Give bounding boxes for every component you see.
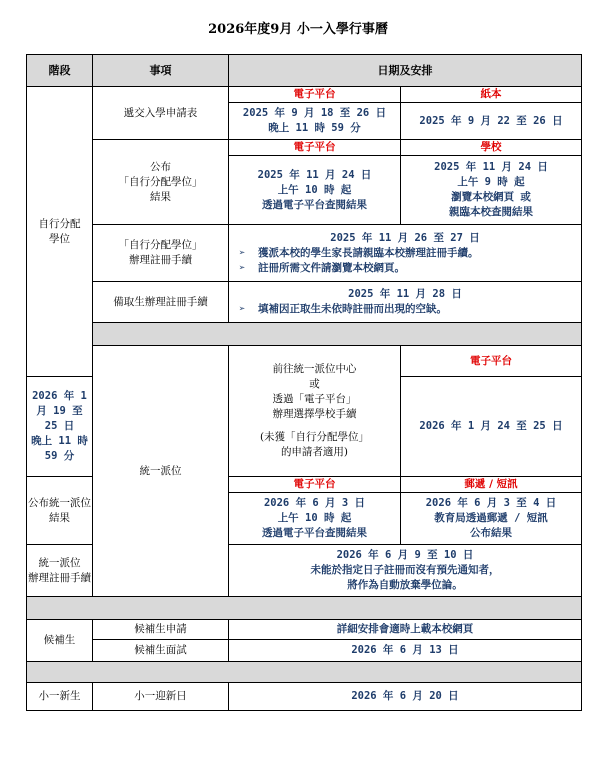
waitlist-interview-date: 2026 年 6 月 13 日 (229, 640, 582, 662)
item-choose-school: 前往統一派位中心 或 透過「電子平台」 辦理選擇學校手續 (未獲「自行分配學位」 的申請者適用) (229, 346, 401, 477)
item-self-allocation-results: 公布 「自行分配學位」 結果 (93, 140, 229, 225)
waitlist-register-details: 2025 年 11 月 28 日 ➢ 填補因正取生未依時註冊而出現的空缺。 (229, 282, 582, 323)
orientation-date: 2026 年 6 月 20 日 (229, 683, 582, 711)
header-stage: 階段 (27, 55, 93, 87)
header-item: 事項 (93, 55, 229, 87)
separator-row (27, 662, 582, 683)
choose-electronic-head: 電子平台 (401, 346, 582, 377)
submit-electronic-head: 電子平台 (229, 87, 401, 103)
separator-row (27, 597, 582, 620)
bullet-item: ➢ 獲派本校的學生家長請親臨本校辦理註冊手續。 (239, 246, 479, 259)
central-results-electronic-head: 電子平台 (229, 477, 401, 493)
header-row (27, 55, 582, 87)
results-electronic-dates: 2025 年 11 月 24 日 上午 10 時 起 透過電子平台查閱結果 (229, 156, 401, 225)
item-waitlist-register: 備取生辦理註冊手續 (93, 282, 229, 323)
item-orientation-day: 小一迎新日 (93, 683, 229, 711)
stage-new-students: 小一新生 (27, 683, 93, 711)
choose-electronic-dates: 2026 年 1 月 19 至 25 日 晚上 11 時 59 分 (27, 377, 93, 477)
item-submit-application: 遞交入學申請表 (93, 87, 229, 140)
stage-self-allocation: 自行分配 學位 (27, 87, 93, 377)
header-dates: 日期及安排 (229, 55, 582, 87)
item-waitlist-application: 候補生申請 (93, 620, 229, 640)
central-results-post-head: 郵遞 / 短訊 (401, 477, 582, 493)
separator-row (27, 323, 582, 346)
item-central-results: 公布統一派位結果 (27, 477, 93, 545)
calendar-table (26, 54, 582, 711)
results-school-dates: 2025 年 11 月 24 日 上午 9 時 起 瀏覽本校網頁 或 親臨本校查閱結果 (401, 156, 582, 225)
register-details: 2025 年 11 月 26 至 27 日 ➢ 獲派本校的學生家長請親臨本校辦理註冊手續。 ➢ 註冊所需文件請瀏覽本校網頁。 (229, 225, 582, 282)
submit-electronic-dates: 2025 年 9 月 18 至 26 日 晚上 11 時 59 分 (229, 103, 401, 140)
stage-central-allocation: 統一派位 (93, 346, 229, 597)
submit-paper-head: 紙本 (401, 87, 582, 103)
stage-waitlist: 候補生 (27, 620, 93, 662)
central-results-post-dates: 2026 年 6 月 3 至 4 日 教育局透過郵遞 / 短訊 公布結果 (401, 493, 582, 545)
bullet-item: ➢ 填補因正取生未依時註冊而出現的空缺。 (239, 303, 447, 315)
choose-paper-dates: 2026 年 1 月 24 至 25 日 (401, 377, 582, 477)
item-waitlist-interview: 候補生面試 (93, 640, 229, 662)
waitlist-application-text: 詳細安排會適時上載本校網頁 (229, 620, 582, 640)
item-central-register: 統一派位 辦理註冊手續 (27, 545, 93, 597)
results-electronic-head: 電子平台 (229, 140, 401, 156)
item-self-allocation-register: 「自行分配學位」 辦理註冊手續 (93, 225, 229, 282)
page-title: 2026年度9月 小一入學行事曆 (208, 22, 388, 37)
central-register-details: 2026 年 6 月 9 至 10 日 未能於指定日子註冊而沒有預先通知者， 將作為自動放棄學位論。 (229, 545, 582, 597)
bullet-item: ➢ 註冊所需文件請瀏覽本校網頁。 (239, 261, 405, 274)
results-school-head: 學校 (401, 140, 582, 156)
central-results-electronic-dates: 2026 年 6 月 3 日 上午 10 時 起 透過電子平台查閱結果 (229, 493, 401, 545)
submit-paper-dates: 2025 年 9 月 22 至 26 日 (401, 103, 582, 140)
